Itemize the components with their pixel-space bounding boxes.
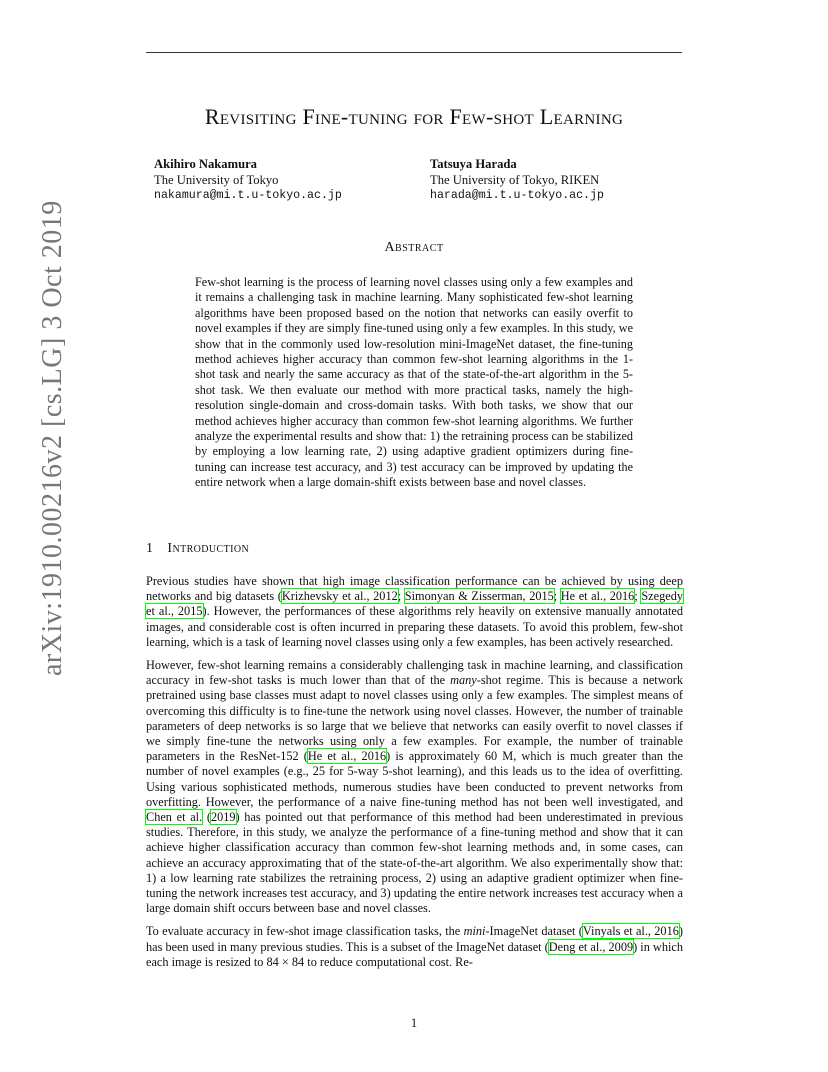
top-rule: [146, 52, 682, 53]
text-run: ) in which each image is resized to 84 × 84 to reduce computational cost. Re-: [146, 939, 683, 969]
author-email[interactable]: harada@mi.t.u-tokyo.ac.jp: [430, 189, 604, 202]
section-heading: [146, 541, 249, 557]
text-run: ). However, the performances of these algorithms rely heavily on extensive manually annotated images, and considerable cost is often incurred in preparing these datasets. To avoid this problem, few-shot learning, which is a task of learning novel classes using only a few examples, has been actively researched.: [146, 604, 684, 649]
abstract-text: Few-shot learning is the process of learning novel classes using only a few examples and it remains a challenging task in machine learning. Many sophisticated few-shot learning algorithms have been proposed based on the notion that networks can easily overfit to novel examples if they are simply fine-tuned using only a few examples. In this study, we show that in the commonly used low-resolution mini-ImageNet dataset, the fine-tuning method achieves higher accuracy than common few-shot learning algorithms in the 1-shot task and nearly the same accuracy as that of the state-of-the-art algorithm in the 5-shot task. We then evaluate our method with more practical tasks, namely the high-resolution single-domain and cross-domain tasks. With both tasks, we show that our method achieves higher accuracy than common few-shot learning algorithms. We further analyze the experimental results and show that: 1) the retraining process can be stabilized by employing a low learning rate, 2) using adaptive gradient optimizers during fine-tuning can increase test accuracy, and 3) test accuracy can be improved by updating the entire network when a large domain-shift exists between base and novel classes.: [195, 275, 633, 490]
text-run: ) is approximately 60 M, which is much greater than the number of novel examples (e.g., 25 for 5-way 5-shot learning), and this leads us to the idea of overfitting. Using various sophisticated methods, numerous studies have been conducted to prevent networks from overfitting. However, the performance of a naive fine-tuning method has not been well investigated, and: [146, 749, 683, 809]
paper-title: Revisiting Fine-tuning for Few-shot Learning: [204, 104, 624, 129]
text-run: ;: [397, 589, 405, 604]
author-block-2: [430, 156, 604, 204]
arxiv-identifier-stamp[interactable]: arXiv:1910.00216v2 [cs.LG] 3 Oct 2019: [37, 200, 68, 676]
author-name: Tatsuya Harada: [430, 157, 517, 171]
abstract-heading: Abstract: [384, 240, 444, 255]
text-run: -shot regime. This is because a network pretrained using base classes must adapt to novel classes using only a few examples. The simplest means of overcoming this difficulty is to fine-tune the network using novel classes. However, the number of trainable parameters of deep networks is so large that we believe that networks can easily overfit to novel classes if we simply fine-tune the networks using only a few examples. For example, the number of trainable parameters in the ResNet-152 (: [146, 673, 683, 764]
section-body: [146, 574, 683, 978]
text-run: ;: [553, 589, 561, 604]
author-affiliation: The University of Tokyo: [154, 173, 279, 187]
citation-link[interactable]: Simonyan & Zisserman, 2015: [404, 589, 554, 604]
paragraph-2: [146, 658, 683, 916]
author-affiliation: The University of Tokyo, RIKEN: [430, 173, 600, 187]
text-run: However, few-shot learning remains a considerably challenging task in machine learning, and classification accuracy in few-shot tasks is much lower than that of the: [146, 658, 683, 688]
citation-link[interactable]: He et al., 2016: [307, 749, 387, 764]
section-title: Introduction: [167, 541, 250, 556]
citation-link[interactable]: Deng et al., 2009: [548, 939, 634, 954]
emphasis-text: mini: [463, 924, 486, 939]
emphasis-text: many: [450, 673, 477, 688]
citation-link[interactable]: Krizhevsky et al., 2012: [281, 589, 398, 604]
author-email[interactable]: nakamura@mi.t.u-tokyo.ac.jp: [154, 189, 342, 202]
text-run: ) has been used in many previous studies. This is a subset of the ImageNet dataset (: [146, 924, 683, 954]
citation-link[interactable]: 2019: [210, 810, 236, 825]
page-number: 1: [410, 1016, 418, 1030]
citation-link[interactable]: Vinyals et al., 2016: [582, 924, 679, 939]
text-run: Previous studies have shown that high image classification performance can be achieved by using deep networks and big datasets (: [146, 574, 683, 604]
citation-link[interactable]: He et al., 2016: [560, 589, 635, 604]
paragraph-3: [146, 924, 683, 970]
author-name: Akihiro Nakamura: [154, 157, 257, 171]
citation-link[interactable]: Chen et al.: [146, 810, 203, 825]
author-block-1: [154, 156, 342, 204]
section-number: 1: [146, 541, 154, 556]
paragraph-1: [146, 574, 683, 650]
text-run: (: [202, 810, 211, 825]
citation-link[interactable]: Szegedy et al., 2015: [146, 589, 684, 619]
text-run: -ImageNet dataset (: [485, 924, 583, 939]
text-run: ;: [634, 589, 642, 604]
text-run: To evaluate accuracy in few-shot image classification tasks, the: [146, 924, 464, 939]
text-run: ) has pointed out that performance of this method had been underestimated in previous studies. Therefore, in this study, we analyze the performance of a fine-tuning method and show that it can achieve higher classification accuracy than common few-shot learning methods and, in some cases, can achieve an accuracy approximating that of the state-of-the-art algorithm. We also experimentally show that: 1) a low learning rate stabilizes the retraining process, 2) using an adaptive gradient optimizer when fine-tuning the network increases test accuracy, and 3) updating the entire network increases test accuracy when a large domain shift occurs between base and novel classes.: [146, 810, 683, 916]
